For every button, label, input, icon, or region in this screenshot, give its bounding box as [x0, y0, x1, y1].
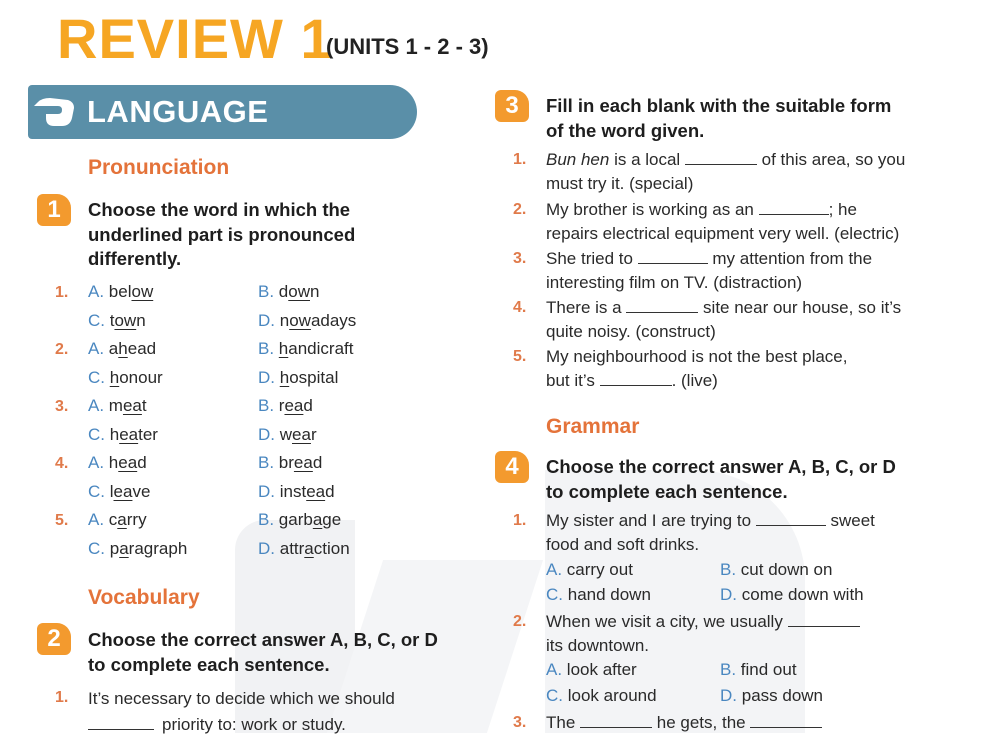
ex1-item4-option-d[interactable]: D. instead [258, 481, 335, 501]
underlined-sound: ea [292, 424, 311, 444]
answer-blank[interactable] [756, 511, 826, 526]
underlined-sound: ow [288, 282, 310, 301]
underlined-sound: ea [293, 453, 313, 472]
ex1-item5-option-c[interactable]: C. paragraph [88, 538, 188, 558]
underlined-sound: ea [122, 396, 142, 415]
exercise-1-item-number: 1. [55, 284, 69, 301]
ex4-item1-option-c[interactable]: C. hand down [546, 585, 651, 604]
ex1-item5-option-a[interactable]: A. carry [88, 510, 147, 529]
ex1-item1-option-b[interactable]: B. down [258, 282, 320, 301]
underlined-sound: h [279, 367, 290, 387]
exercise-3-item-5: My neighbourhood is not the best place, but it’s . (live) [546, 347, 848, 390]
exercise-1-item-number: 3. [55, 398, 69, 415]
ex4-item1-option-d[interactable]: D. come down with [720, 585, 864, 604]
ex1-item3-option-b[interactable]: B. read [258, 396, 313, 415]
underlined-sound: ea [119, 424, 139, 444]
ex1-item2-option-a[interactable]: A. ahead [88, 339, 157, 358]
units-subtitle: (UNITS 1 - 2 - 3) [326, 34, 489, 59]
underlined-sound: h [118, 339, 128, 358]
underlined-sound: ea [118, 453, 138, 472]
review-title: REVIEW 1 [57, 7, 333, 70]
answer-blank[interactable] [638, 249, 708, 264]
exercise-3-item-1: Bun hen is a local of this area, so you must try it. (special) [546, 150, 906, 193]
ex1-item3-option-c[interactable]: C. heater [88, 424, 158, 444]
ex1-item1-option-c[interactable]: C. town [88, 310, 146, 330]
exercise-3-item-number: 5. [513, 348, 527, 365]
ex4-item2-option-a[interactable]: A. look after [546, 660, 637, 679]
ex1-item1-option-a[interactable]: A. below [88, 282, 154, 301]
exercise-1-item-number: 2. [55, 341, 69, 358]
ex4-item2-option-b[interactable]: B. find out [720, 660, 797, 679]
ex1-item5-option-b[interactable]: B. garbage [258, 510, 342, 529]
underlined-sound: a [304, 538, 314, 558]
underlined-sound: h [278, 339, 289, 358]
ex1-item4-option-c[interactable]: C. leave [88, 481, 151, 501]
answer-blank[interactable] [759, 200, 829, 215]
answer-blank[interactable] [788, 612, 860, 627]
grammar-heading: Grammar [546, 415, 640, 438]
answer-blank[interactable] [600, 371, 672, 386]
exercise-3-item-3: She tried to my attention from the interesting film on TV. (distraction) [546, 249, 873, 292]
answer-blank[interactable] [685, 150, 757, 165]
exercise-4-badge: 4 [495, 451, 529, 483]
exercise-4-item-number: 1. [513, 512, 527, 529]
exercise-4-instructions: Choose the correct answer A, B, C, or D to complete each sentence. [546, 456, 896, 502]
ex1-item3-option-d[interactable]: D. wear [258, 424, 317, 444]
answer-blank[interactable] [88, 715, 154, 730]
underlined-sound: h [109, 367, 120, 387]
underlined-sound: ea [113, 481, 133, 501]
exercise-3-item-number: 3. [513, 250, 527, 267]
exercise-3-item-number: 4. [513, 299, 527, 316]
ex1-item1-option-d[interactable]: D. nowadays [258, 310, 357, 330]
underlined-sound: ea [306, 481, 326, 501]
exercise-1-badge: 1 [37, 194, 71, 226]
answer-blank[interactable] [750, 713, 822, 728]
exercise-4-item-number: 3. [513, 714, 527, 731]
exercise-2-badge: 2 [37, 623, 71, 655]
pointing-hand-icon [32, 94, 78, 130]
underlined-sound: ea [284, 396, 304, 415]
exercise-3-item-number: 1. [513, 151, 527, 168]
underlined-sound: a [312, 510, 323, 529]
ex4-item1-option-b[interactable]: B. cut down on [720, 560, 833, 579]
exercise-3-item-2: My brother is working as an ; he repairs electrical equipment very well. (electric) [546, 200, 900, 243]
exercise-3-item-4: There is a site near our house, so it’s quite noisy. (construct) [546, 298, 902, 341]
exercise-1-item-number: 4. [55, 455, 69, 472]
answer-blank[interactable] [580, 713, 652, 728]
exercise-3-badge: 3 [495, 90, 529, 122]
pronunciation-heading: Pronunciation [88, 156, 230, 179]
underlined-sound: a [119, 538, 129, 558]
underlined-sound: a [117, 510, 127, 529]
ex1-item2-option-d[interactable]: D. hospital [258, 367, 339, 387]
language-banner-label: LANGUAGE [87, 94, 269, 129]
exercise-2-item-1-line-1: It’s necessary to decide which we should [88, 689, 395, 708]
vocabulary-heading: Vocabulary [88, 586, 200, 609]
ex4-item2-option-c[interactable]: C. look around [546, 686, 657, 705]
exercise-4-item-2: When we visit a city, we usually its downtown. [546, 610, 860, 657]
exercise-2-item-1-line-2: priority to: work or study. [88, 713, 346, 737]
exercise-4-item-number: 2. [513, 613, 527, 630]
underlined-sound: ow [289, 310, 311, 330]
ex4-item2-option-d[interactable]: D. pass down [720, 686, 824, 705]
ex1-item4-option-b[interactable]: B. bread [258, 453, 323, 472]
exercise-2-instructions: Choose the correct answer A, B, C, or D to complete each sentence. [88, 629, 438, 675]
answer-blank[interactable] [626, 298, 698, 313]
underlined-sound: ow [114, 310, 137, 330]
ex1-item5-option-d[interactable]: D. attraction [258, 538, 350, 558]
ex1-item3-option-a[interactable]: A. meat [88, 396, 147, 415]
exercise-4-item-3: The he gets, the [546, 711, 822, 735]
ex4-item1-option-a[interactable]: A. carry out [546, 560, 633, 579]
exercise-4-item-1: My sister and I are trying to sweet food and soft drinks. [546, 511, 875, 554]
underlined-sound: ow [131, 282, 154, 301]
exercise-1-item-number: 5. [55, 512, 69, 529]
exercise-3-item-number: 2. [513, 201, 527, 218]
exercise-1-instructions: Choose the word in which the underlined part is pronounced differently. [88, 199, 356, 269]
ex1-item4-option-a[interactable]: A. head [88, 453, 147, 472]
exercise-2-item-number: 1. [55, 689, 69, 706]
ex1-item2-option-b[interactable]: B. handicraft [258, 339, 354, 358]
ex1-item2-option-c[interactable]: C. honour [88, 367, 163, 387]
exercise-3-instructions: Fill in each blank with the suitable form of the word given. [546, 95, 892, 141]
